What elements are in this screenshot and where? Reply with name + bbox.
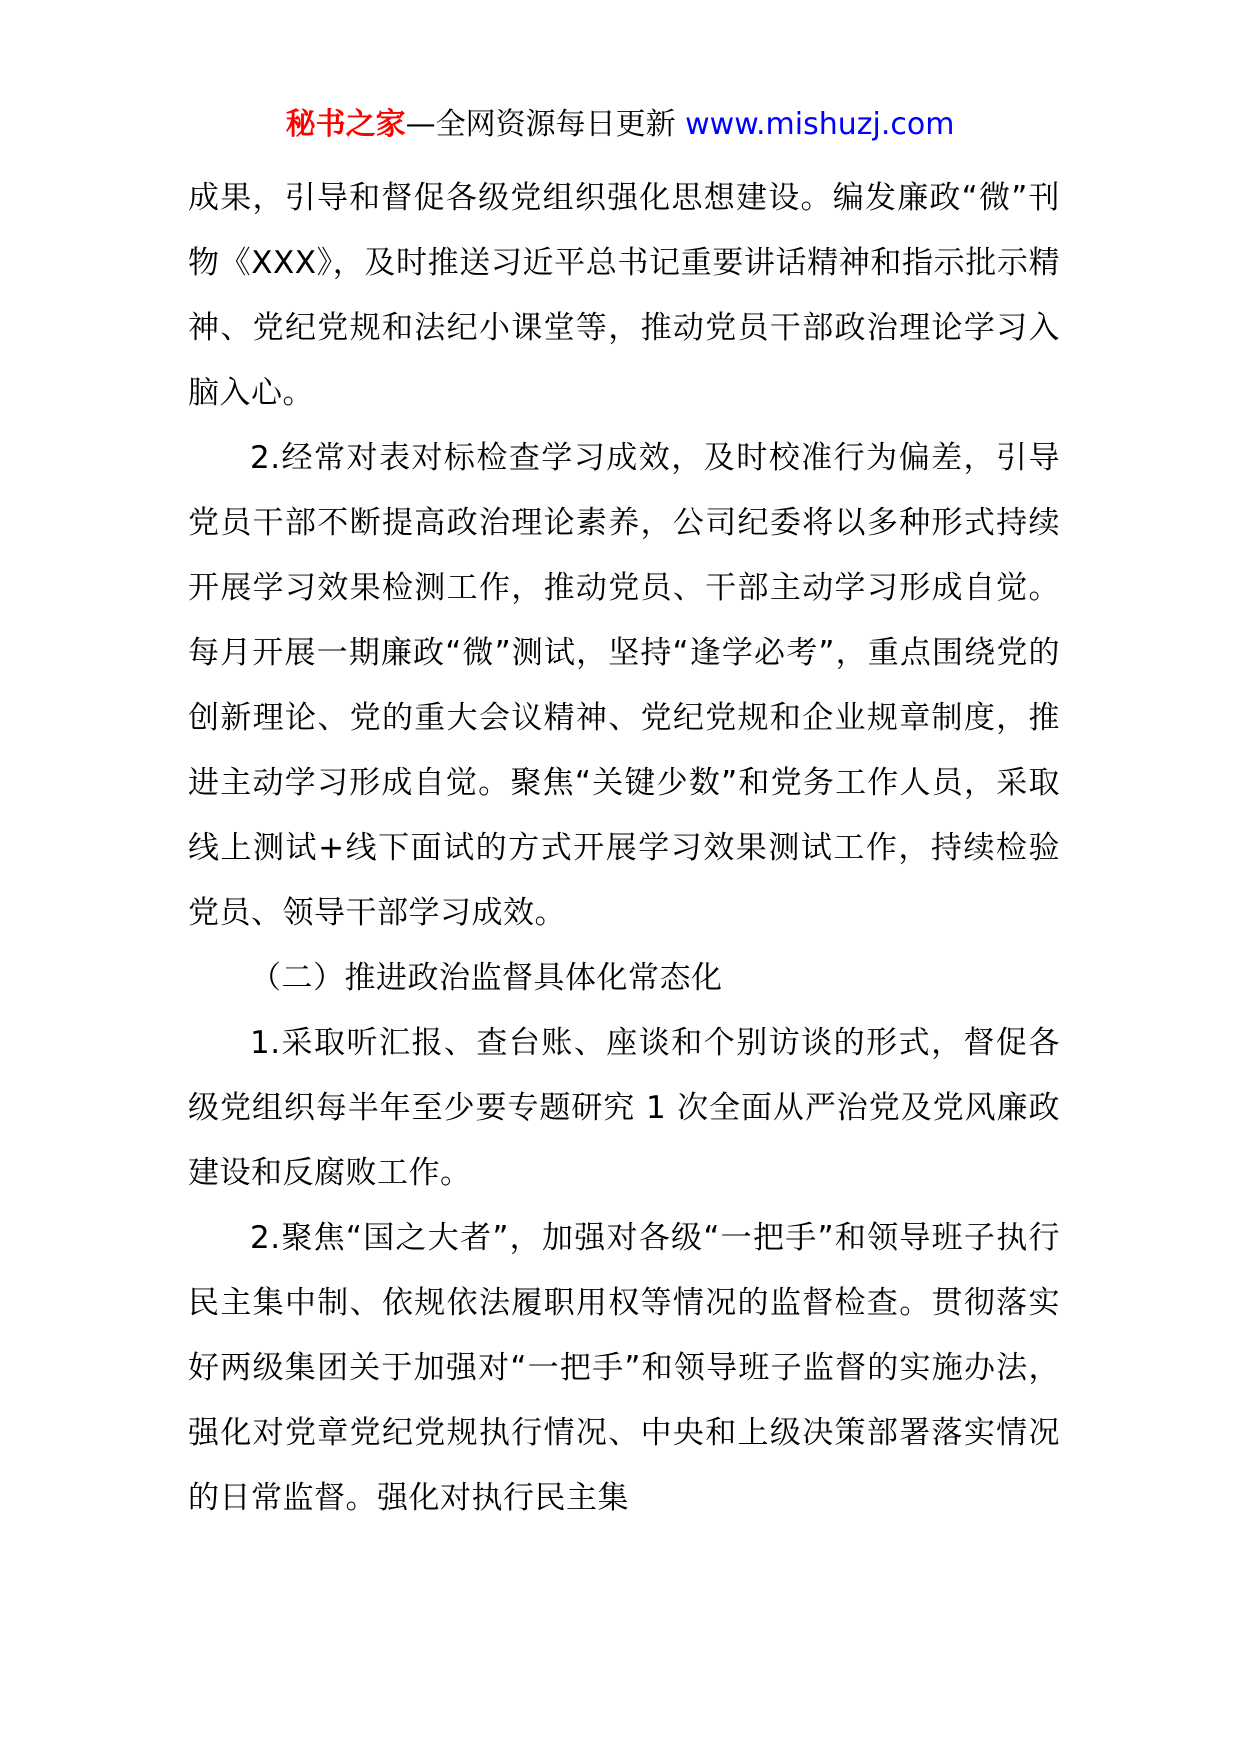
section-heading: （二）推进政治监督具体化常态化 — [250, 960, 723, 996]
paragraph: 2.聚焦“国之大者”，加强对各级“一把手”和领导班子执行民主集中制、依规依法履职用权等情况的监督检查。贯彻落实好两级集团关于加强对“一把手”和领导班子监督的实施办法，强化对党章党纪党规执行情况、中央和上级决策部署落实情况的日常监督。强化对执行民主集 — [188, 1220, 1060, 1516]
header-site-link[interactable]: www.mishuzj.com — [685, 107, 955, 142]
paragraph: 2.经常对表对标检查学习成效，及时校准行为偏差，引导党员干部不断提高政治理论素养，公司纪委将以多种形式持续开展学习效果检测工作，推动党员、干部主动学习形成自觉。每月开展一期廉政“微”测试，坚持“逢学必考”，重点围绕党的创新理论、党的重大会议精神、党纪党规和企业规章制度，推进主动学习形成自觉。聚焦“关键少数”和党务工作人员，采取线上测试+线下面试的方式开展学习效果测试工作，持续检验党员、领导干部学习成效。 — [188, 440, 1060, 931]
paragraph: 1.采取听汇报、查台账、座谈和个别访谈的形式，督促各级党组织每半年至少要专题研究 1 次全面从严治党及党风廉政建设和反腐败工作。 — [188, 1025, 1060, 1191]
paragraph: 成果，引导和督促各级党组织强化思想建设。编发廉政“微”刊物《XXX》，及时推送习近平总书记重要讲话精神和指示批示精神、党纪党规和法纪小课堂等，推动党员干部政治理论学习入脑入心。 — [188, 180, 1060, 411]
page-header — [0, 103, 1240, 147]
header-brand: 秘书之家 — [285, 107, 406, 142]
header-tagline: —全网资源每日更新 — [405, 107, 676, 142]
document-body — [188, 166, 1060, 1531]
